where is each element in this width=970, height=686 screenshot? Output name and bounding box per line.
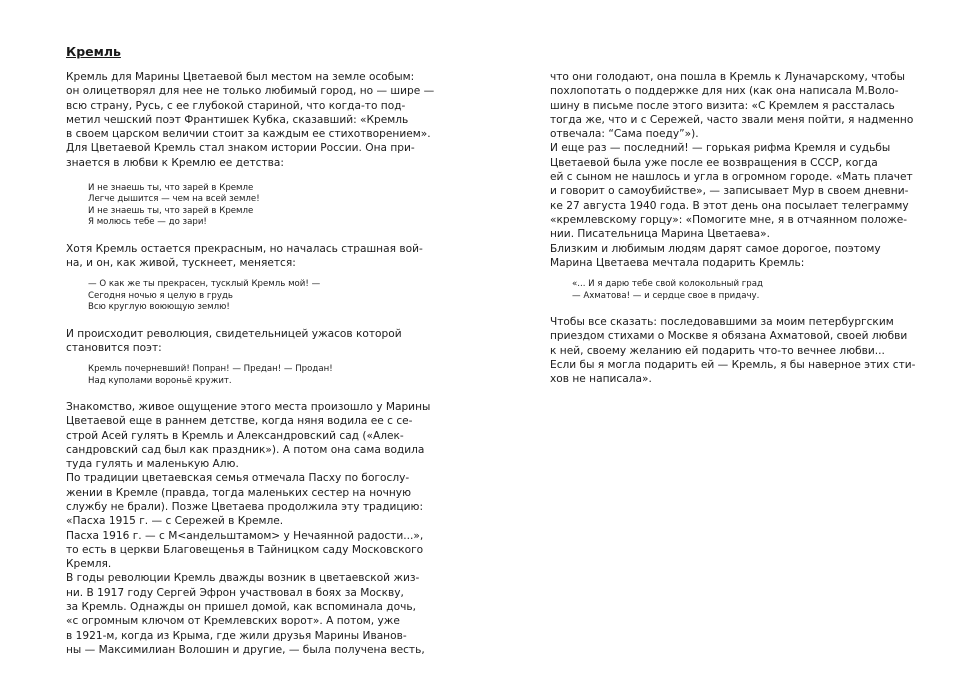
page-title: Кремль: [66, 44, 121, 59]
poem-line: Легче дышится — чем на всей земле!: [88, 194, 260, 205]
paragraph: [550, 70, 915, 270]
text-line: Цветаевой еще в раннем детстве, когда няня водила ее с се-: [66, 415, 413, 428]
poem-quote: [66, 279, 431, 313]
paragraph: [66, 70, 435, 170]
text-line: в 1921-м, когда из Крыма, где жили друзья Марины Иванов-: [66, 629, 407, 642]
text-line: и говорит о самоубийстве», — записывает Мур в своем дневни-: [550, 185, 909, 198]
text-line: тогда же, что и с Сережей, часто звали меня пойти, я надменно: [550, 113, 914, 126]
text-line: знается в любви к Кремлю ее детства:: [66, 156, 284, 169]
poem-quote: [66, 364, 431, 387]
text-line: что они голодают, она пошла в Кремль к Луначарскому, чтобы: [550, 71, 906, 83]
text-line: И происходит революция, свидетельницей ужасов которой: [66, 327, 402, 340]
poem-quote: [550, 279, 915, 302]
text-line: всю страну, Русь, с ее глубокой стариной, что когда-то под-: [66, 99, 406, 112]
text-line: на, и он, как живой, тускнеет, меняется:: [66, 257, 296, 269]
text-line: за Кремль. Однажды он пришел домой, как вспоминала дочь,: [66, 601, 416, 614]
text-line: Если бы я могла подарить ей — Кремль, я бы наверное этих сти-: [550, 358, 916, 371]
poem-line: — О как же ты прекрасен, тусклый Кремль мой! —: [88, 279, 321, 290]
text-line: то есть в церкви Благовещенья в Тайницком саду Московского: [66, 543, 424, 556]
text-line: нии. Писательница Марина Цветаева».: [550, 228, 770, 241]
text-line: «Пасха 1915 г. — с Сережей в Кремле.: [66, 515, 284, 528]
text-line: службу не брали). Позже Цветаева продолжила эту традицию:: [66, 501, 424, 513]
poem-line: — Ахматова! — и сердце свое в придачу.: [572, 290, 760, 301]
text-line: сандровский сад был как праздник»). А потом она сама водила: [66, 443, 425, 456]
text-line: жении в Кремле (правда, тогда маленьких сестер на ночную: [66, 486, 411, 499]
poem-quote: [66, 183, 431, 229]
poem-line: Я молюсь тебе — до зари!: [88, 217, 207, 228]
paragraph: [550, 315, 915, 386]
text-line: приездом стихами о Москве я обязана Ахматовой, своей любви: [550, 330, 908, 343]
poem-line: Кремль почерневший! Попран! — Предан! — Продан!: [88, 364, 333, 375]
text-line: Цветаевой была уже после ее возвращения в СССР, когда: [550, 156, 878, 169]
text-line: туда гулять и маленькую Алю.: [66, 458, 239, 471]
poem-line: Всю круглую воюющую землю!: [88, 302, 230, 313]
text-line: В годы революции Кремль дважды возник в цветаевской жиз-: [66, 572, 420, 585]
paragraph: [66, 400, 431, 657]
text-line: Хотя Кремль остается прекрасным, но началась страшная вой-: [66, 242, 423, 255]
text-line: метил чешский поэт Франтишек Кубка, сказавший: «Кремль: [66, 113, 409, 126]
text-line: Кремля.: [66, 558, 112, 571]
text-line: ни. В 1917 году Сергей Эфрон участвовал в боях за Москву,: [66, 586, 404, 599]
text-line: Знакомство, живое ощущение этого места произошло у Марины: [66, 400, 431, 413]
paragraph: [66, 242, 431, 271]
text-line: ке 27 августа 1940 года. В этот день она посылает телеграмму: [550, 199, 909, 212]
text-line: в своем царском величии стоит за каждым ее стихотворением».: [66, 128, 431, 141]
text-line: Близким и любимым людям дарят самое дорогое, поэтому: [550, 242, 881, 255]
text-line: ей с сыном не нашлось и угла в огромном городе. «Мать плачет: [550, 171, 913, 184]
text-line: И еще раз — последний! — горькая рифма Кремля и судьбы: [550, 142, 891, 155]
text-line: «кремлевскому горцу»: «Помогите мне, я в отчаянном положе-: [550, 213, 908, 226]
text-line: хов не написала».: [550, 373, 652, 386]
text-line: отвечала: “Сама поеду”»).: [550, 128, 699, 141]
left-column: [66, 70, 435, 657]
text-line: строй Асей гулять в Кремль и Александровский сад («Алек-: [66, 429, 404, 442]
text-line: Пасха 1916 г. — с М<андельштамом> у Нечаянной радости...»,: [66, 529, 424, 542]
text-line: он олицетворял для нее не только любимый город, но — шире —: [66, 85, 435, 98]
right-column: [550, 70, 915, 386]
poem-line: Над куполами вороньё кружит.: [88, 375, 232, 386]
text-line: По традиции цветаевская семья отмечала Пасху по богослу-: [66, 472, 410, 485]
poem-line: «... И я дарю тебе свой колокольный град: [572, 279, 763, 290]
poem-line: Сегодня ночью я целую в грудь: [88, 290, 233, 301]
poem-line: И не знаешь ты, что зарей в Кремле: [88, 205, 254, 216]
text-line: Марина Цветаева мечтала подарить Кремль:: [550, 256, 805, 269]
text-line: к ней, своему желанию ей подарить что-то вечнее любви...: [550, 344, 885, 357]
paragraph: [66, 327, 431, 356]
text-line: ны — Максимилиан Волошин и другие, — была получена весть,: [66, 643, 425, 656]
text-line: становится поэт:: [66, 341, 162, 354]
text-line: «с огромным ключом от Кремлевских ворот». А потом, уже: [66, 615, 400, 628]
text-line: шину в письме после этого визита: «С Кремлем я рассталась: [550, 99, 895, 112]
text-line: Кремль для Марины Цветаевой был местом на земле особым:: [66, 71, 415, 83]
text-line: похлопотать о поддержке для них (как она написала М.Воло-: [550, 85, 899, 98]
text-line: Чтобы все сказать: последовавшими за моим петербургским: [550, 315, 894, 328]
text-line: Для Цветаевой Кремль стал знаком истории России. Она при-: [66, 142, 415, 155]
poem-line: И не знаешь ты, что зарей в Кремле: [88, 183, 254, 194]
